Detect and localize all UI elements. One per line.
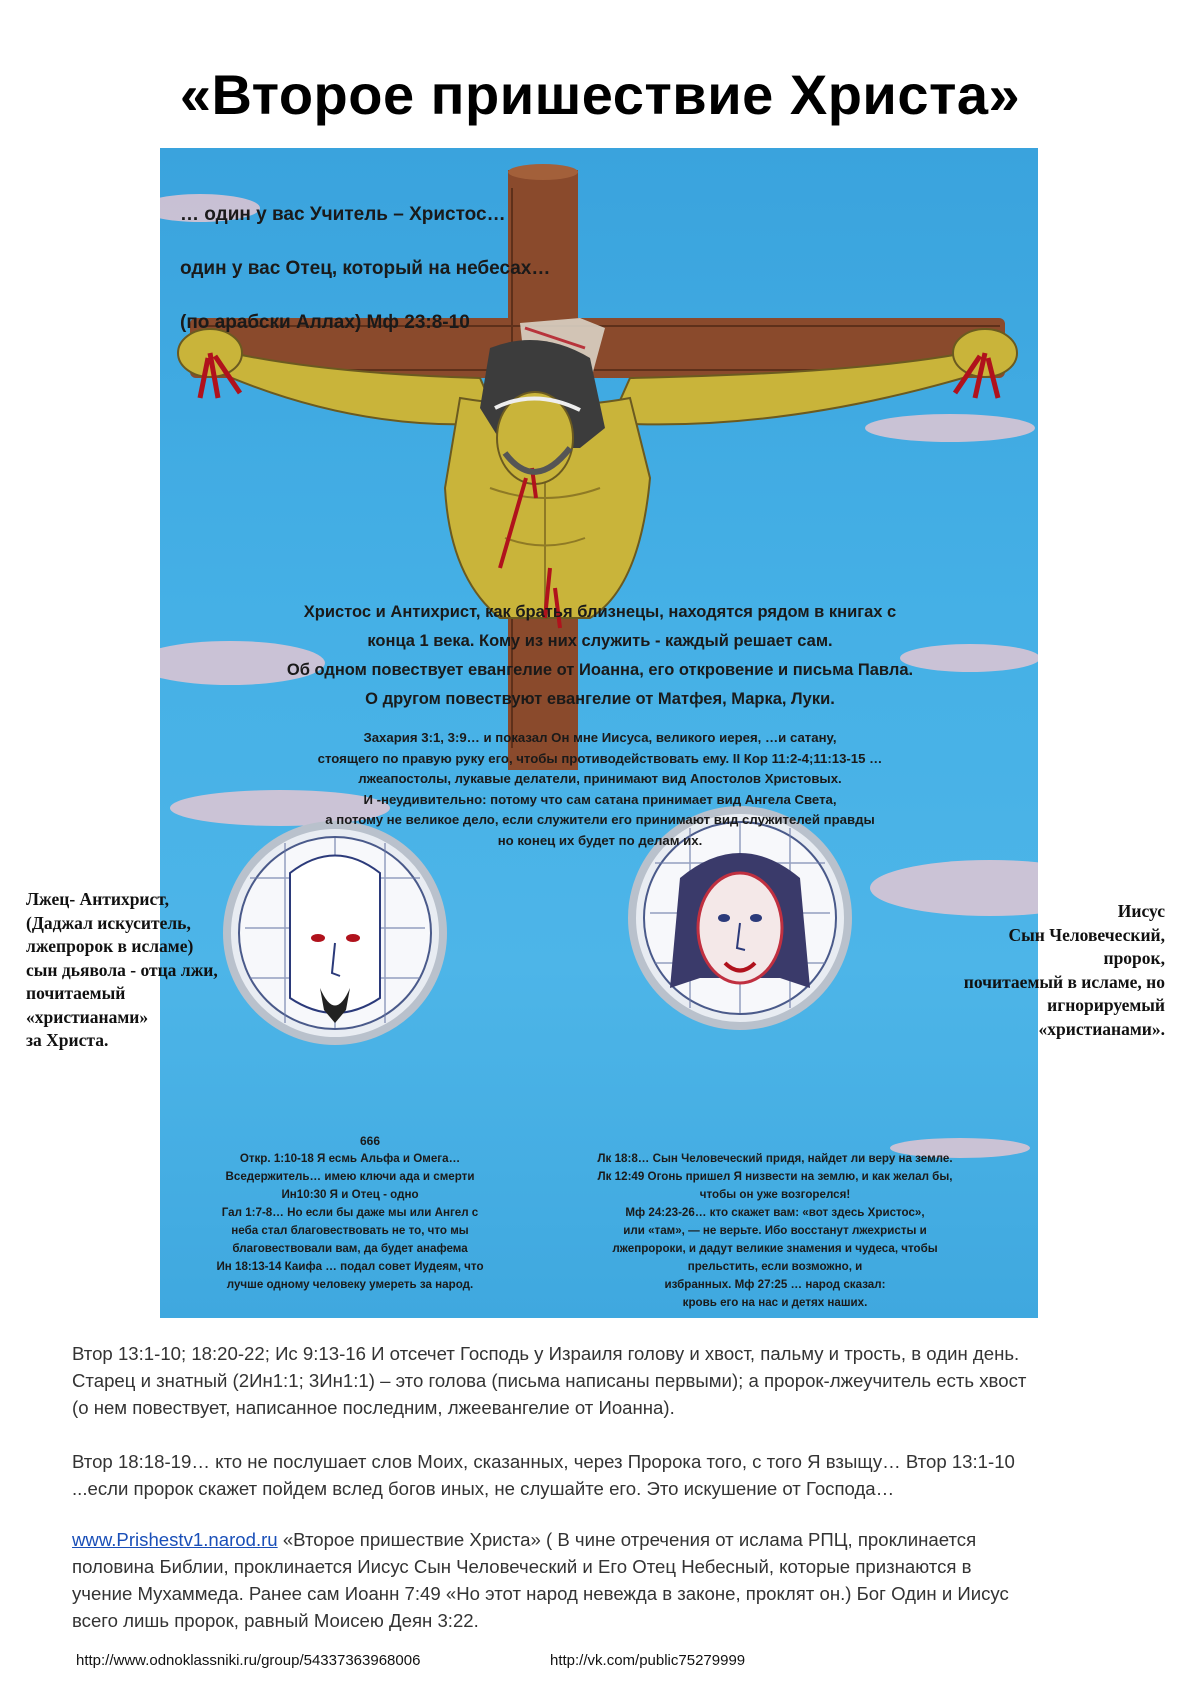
verse-line: прельстить, если возможно, и xyxy=(687,1260,863,1273)
middle-text xyxy=(200,598,1000,714)
verse-line: Ин 18:13-14 Каифа … подал совет Иудеям, что xyxy=(216,1260,484,1273)
verse-line: Лк 18:8… Сын Человеческий придя, найдет ли веру на земле. xyxy=(597,1152,953,1165)
verse-line: или «там», — не верьте. Ибо восстанут лжехристы и xyxy=(623,1224,927,1237)
crucifixion-painting xyxy=(160,148,1038,1318)
paragraph-line: Втор 18:18-19… кто не послушает слов Моих, сказанных, через Пророка того, с того Я взыщу… Втор 13:1-10 xyxy=(72,1451,1015,1472)
paragraph-line: учение Мухаммеда. Ранее сам Иоанн 7:49 «Но этот народ невежда в законе, проклят он.) Бог Один и Иисус xyxy=(72,1583,1009,1604)
caption-line: игнорируемый xyxy=(1047,995,1165,1015)
paragraph-line: всего лишь пророк, равный Моисею Деян 3:22. xyxy=(72,1610,479,1631)
zechariah-line: стоящего по правую руку его, чтобы противодействовать ему. II Кор 11:2-4;11:13-15 … xyxy=(317,750,883,766)
verse-line: Мф 24:23-26… кто скажет вам: «вот здесь Христос», xyxy=(625,1206,925,1219)
number-666: 666 xyxy=(360,1134,381,1148)
middle-line: конца 1 века. Кому из них служить - каждый решает сам. xyxy=(367,632,833,650)
zechariah-line: И -неудивительно: потому что сам сатана принимает вид Ангела Света, xyxy=(363,791,837,807)
caption-line: почитаемый в исламе, но xyxy=(963,971,1165,992)
middle-line: Христос и Антихрист, как братья близнецы, находятся рядом в книгах с xyxy=(303,603,897,621)
verse-line: Гал 1:7-8… Но если бы даже мы или Ангел с xyxy=(221,1206,479,1219)
verse-line: избранных. Мф 27:25 … народ сказал: xyxy=(664,1278,886,1291)
paragraph-line: Старец и знатный (2Ин1:1; 3Ин1:1) – это голова (письма написаны первыми); а пророк-лжеучитель есть хвост xyxy=(72,1370,1027,1391)
zechariah-text xyxy=(190,728,1010,851)
paragraph-head-tail xyxy=(72,1340,1142,1421)
caption-line: почитаемый xyxy=(26,983,126,1003)
caption-line: «христианами». xyxy=(1038,1018,1165,1039)
paragraph-line: половина Библии, проклинается Иисус Сын Человеческий и Его Отец Небесный, которые признаются в xyxy=(72,1556,972,1577)
caption-line: за Христа. xyxy=(26,1030,109,1050)
caption-line: лжепророк в исламе) xyxy=(26,936,194,956)
footer-link-odnoklassniki[interactable]: http://www.odnoklassniki.ru/group/54337363968006 xyxy=(76,1652,421,1669)
page-title: «Второе пришествие Христа» xyxy=(179,63,1021,126)
verse-line: лучше одному человеку умереть за народ. xyxy=(226,1278,474,1291)
quote-line: один у вас Отец, который на небесах… xyxy=(180,258,551,279)
quote-block xyxy=(180,188,550,350)
paragraph-line: Втор 13:1-10; 18:20-22; Ис 9:13-16 И отсечет Господь у Израиля голову и хвост, пальму и трость, в один день. xyxy=(72,1343,1020,1364)
verse-line: кровь его на нас и детях наших. xyxy=(682,1296,868,1309)
paragraph-line: ...если пророк скажет пойдем вслед богов иных, не слушайте его. Это искушение от Господа… xyxy=(72,1478,895,1499)
caption-line: Иисус xyxy=(1117,901,1165,921)
middle-line: Об одном повествует евангелие от Иоанна, его откровение и письма Павла. xyxy=(286,661,914,679)
caption-line: (Даджал искуситель, xyxy=(26,912,191,933)
zechariah-line: но конец их будет по делам их. xyxy=(497,832,703,848)
paragraph-line xyxy=(72,1526,1142,1553)
antichrist-caption xyxy=(26,888,266,1053)
paragraph-line: (о нем повествует, написанное последним, лжеевангелие от Иоанна). xyxy=(72,1397,675,1418)
verse-line: лжепророки, и дадут великие знамения и чудеса, чтобы xyxy=(612,1242,938,1255)
right-verses xyxy=(555,1150,995,1312)
verse-line: Лк 12:49 Огонь пришел Я низвести на землю, и как желал бы, xyxy=(597,1170,953,1183)
zechariah-line: лжеапостолы, лукавые делатели, принимают вид Апостолов Христовых. xyxy=(358,771,842,786)
site-link[interactable]: www.Prishestv1.narod.ru xyxy=(72,1529,278,1550)
quote-line: (по арабски Аллах) Мф 23:8-10 xyxy=(180,312,470,333)
caption-line: сын дьявола - отца лжи, xyxy=(26,959,218,980)
verse-line: Ин10:30 Я и Отец - одно xyxy=(281,1188,419,1201)
verse-line: чтобы он уже возгорелся! xyxy=(699,1188,851,1201)
caption-line: «христианами» xyxy=(26,1006,149,1027)
caption-line: пророк, xyxy=(1103,948,1165,968)
caption-line: Сын Человеческий, xyxy=(1008,924,1165,945)
jesus-caption xyxy=(895,900,1165,1041)
verse-line: Откр. 1:10-18 Я есмь Альфа и Омега… xyxy=(239,1152,461,1165)
left-verses xyxy=(200,1150,500,1294)
zechariah-line: Захария 3:1, 3:9… и показал Он мне Иисуса, великого иерея, …и сатану, xyxy=(363,730,837,745)
verse-line: благовествовали вам, да будет анафема xyxy=(232,1242,468,1255)
quote-line: … один у вас Учитель – Христос… xyxy=(180,204,506,225)
paragraph-line-rest: «Второе пришествие Христа» ( В чине отречения от ислама РПЦ, проклинается xyxy=(277,1529,977,1550)
middle-line: О другом повествуют евангелие от Матфея, Марка, Луки. xyxy=(365,690,835,708)
verse-line: неба стал благовествовать не то, что мы xyxy=(231,1224,469,1237)
verse-line: Вседержитель… имею ключи ада и смерти xyxy=(225,1170,475,1183)
paragraph-prophet xyxy=(72,1448,1142,1502)
zechariah-line: а потому не великое дело, если служители его принимают вид служителей правды xyxy=(325,812,875,827)
footer-link-vk[interactable]: http://vk.com/public75279999 xyxy=(550,1652,746,1669)
paragraph-site xyxy=(72,1526,1142,1634)
caption-line: Лжец- Антихрист, xyxy=(26,889,169,909)
